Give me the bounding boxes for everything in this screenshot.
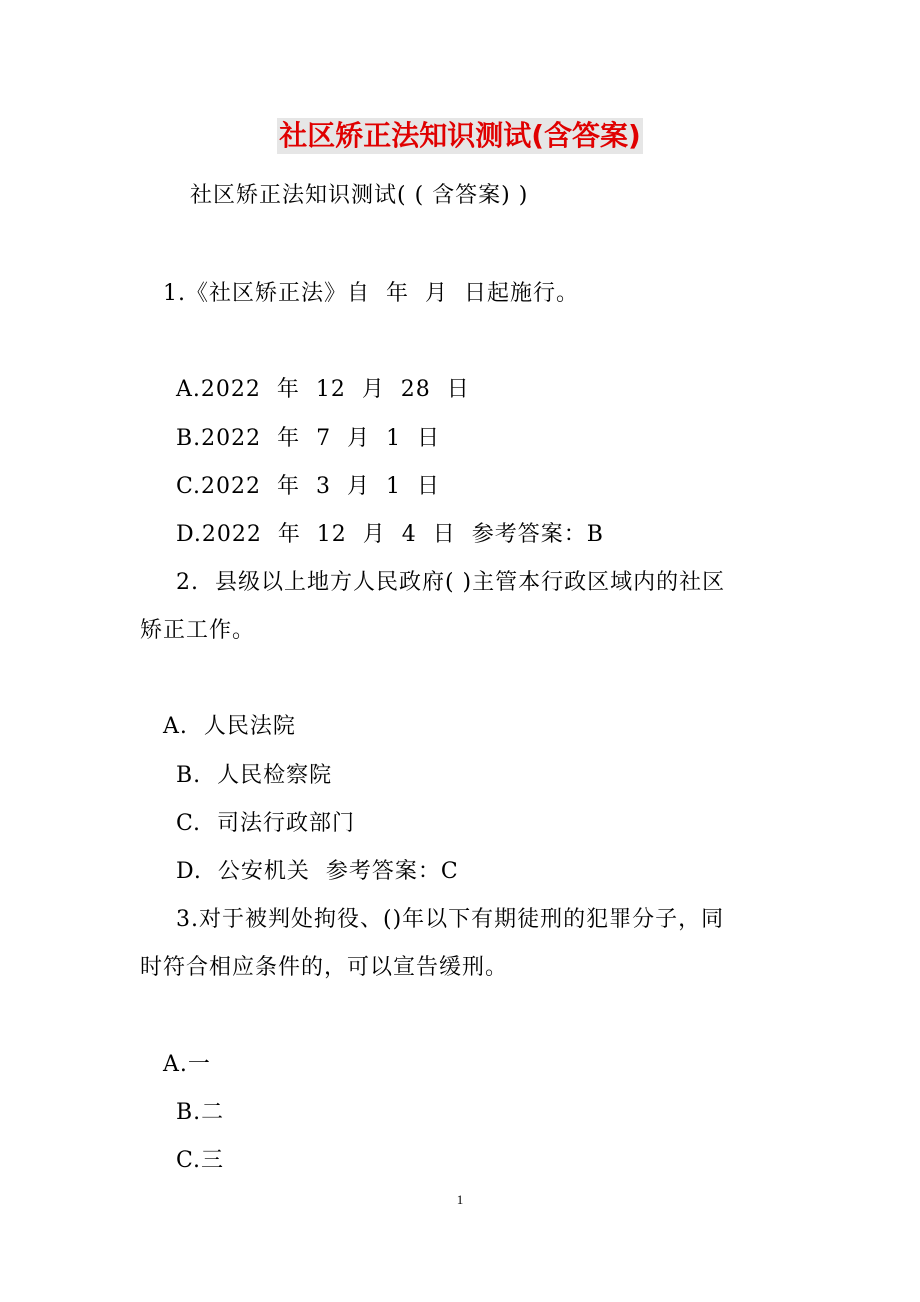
question-2-option-c: C. 司法行政部门 bbox=[176, 811, 356, 836]
question-2-stem-line-2: 矫正工作。 bbox=[140, 618, 256, 643]
page-number: 1 bbox=[456, 1192, 464, 1207]
question-1-option-a: A.2022 年 12 月 28 日 bbox=[176, 377, 470, 402]
document-title: 社区矫正法知识测试(含答案) bbox=[279, 119, 641, 152]
question-3-option-c: C.三 bbox=[176, 1148, 225, 1173]
question-3-stem-line-2: 时符合相应条件的，可以宣告缓刑。 bbox=[140, 955, 509, 980]
question-2-option-d: D. 公安机关 参考答案：C bbox=[176, 859, 459, 884]
document-subtitle: 社区矫正法知识测试( ( 含答案) ) bbox=[190, 183, 529, 208]
question-1-option-b: B.2022 年 7 月 1 日 bbox=[176, 426, 441, 451]
question-2-stem-line-1: 2. 县级以上地方人民政府( )主管本行政区域内的社区 bbox=[176, 570, 726, 595]
question-1-option-c: C.2022 年 3 月 1 日 bbox=[176, 474, 440, 499]
question-2-option-b: B. 人民检察院 bbox=[176, 763, 333, 788]
question-2-option-a: A. 人民法院 bbox=[163, 714, 296, 739]
question-3-option-a: A.一 bbox=[163, 1052, 211, 1077]
question-3-option-b: B.二 bbox=[176, 1100, 225, 1125]
title-container bbox=[0, 118, 920, 154]
question-1-stem: 1.《社区矫正法》自 年 月 日起施行。 bbox=[163, 281, 579, 306]
question-3-stem-line-1: 3.对于被判处拘役、()年以下有期徒刑的犯罪分子，同 bbox=[176, 907, 725, 932]
question-1-option-d: D.2022 年 12 月 4 日 参考答案：B bbox=[176, 522, 604, 547]
